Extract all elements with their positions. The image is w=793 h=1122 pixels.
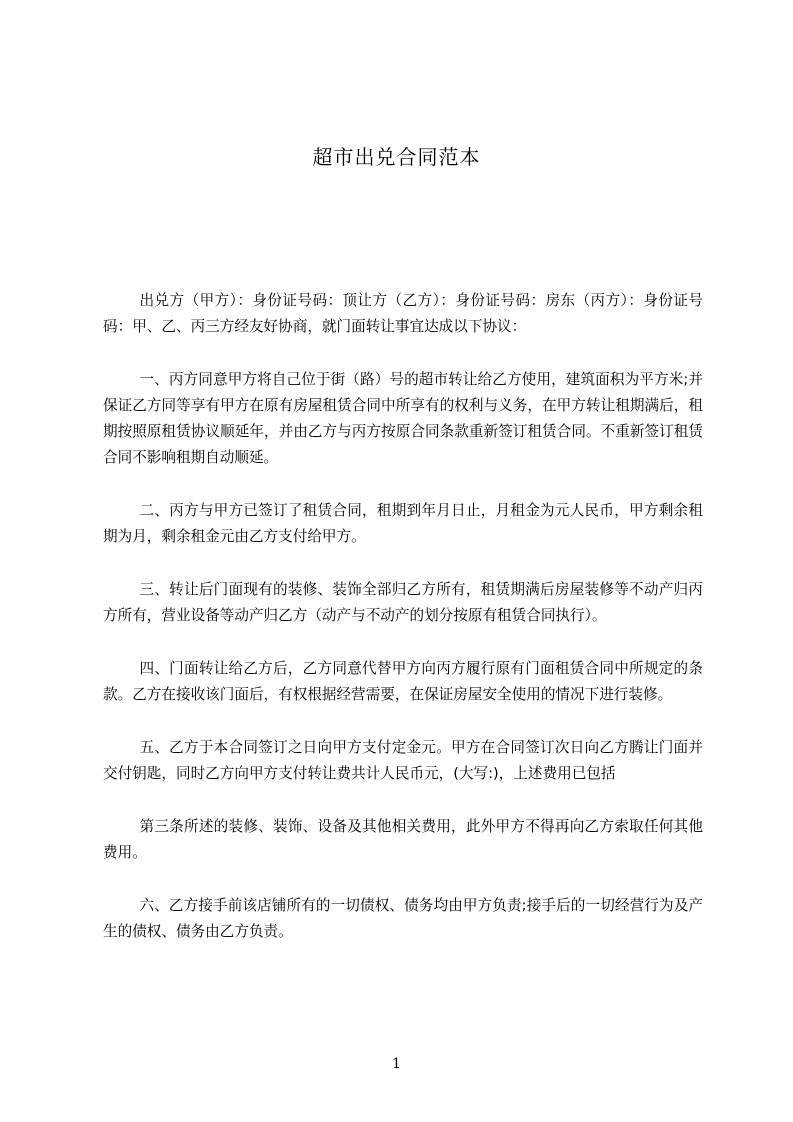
paragraph-clause-2: 二、丙方与甲方已签订了租赁合同，租期到年月日止，月租金为元人民币，甲方剩余租期为月，剩余租金元由乙方支付给甲方。 <box>103 502 703 545</box>
paragraph-clause-5: 五、乙方于本合同签订之日向甲方支付定金元。甲方在合同签订次日向乙方腾让门面并交付钥匙，同时乙方向甲方支付转让费共计人民币元，(大写:)，上述费用已包括 <box>103 739 703 782</box>
document-body <box>103 288 703 945</box>
paragraph-clause-4: 四、门面转让给乙方后，乙方同意代替甲方向丙方履行原有门面租赁合同中所规定的条款。乙方在接收该门面后，有权根据经营需要，在保证房屋安全使用的情况下进行装修。 <box>103 660 703 703</box>
paragraph-parties: 出兑方（甲方）：身份证号码：顶让方（乙方）：身份证号码：房东（丙方）：身份证号码：甲、乙、丙三方经友好协商，就门面转让事宜达成以下协议： <box>103 292 703 335</box>
paragraph-clause-5-continued: 第三条所述的装修、装饰、设备及其他相关费用，此外甲方不得再向乙方索取任何其他费用。 <box>103 818 703 861</box>
paragraph-clause-1: 一、丙方同意甲方将自己位于街（路）号的超市转让给乙方使用，建筑面积为平方米;并保证乙方同等享有甲方在原有房屋租赁合同中所享有的权利与义务，在甲方转让租期满后，租期按照原租赁协议顺延年，并由乙方与丙方按原合同条款重新签订租赁合同。不重新签订租赁合同不影响租期自动顺延。 <box>103 371 703 466</box>
document-title: 超市出兑合同范本 <box>312 145 481 169</box>
paragraph-clause-6: 六、乙方接手前该店铺所有的一切债权、债务均由甲方负责;接手后的一切经营行为及产生的债权、债务由乙方负责。 <box>103 897 703 940</box>
paragraph-clause-3: 三、转让后门面现有的装修、装饰全部归乙方所有，租赁期满后房屋装修等不动产归丙方所有，营业设备等动产归乙方（动产与不动产的划分按原有租赁合同执行）。 <box>103 581 703 624</box>
page-number: 1 <box>392 1056 401 1072</box>
